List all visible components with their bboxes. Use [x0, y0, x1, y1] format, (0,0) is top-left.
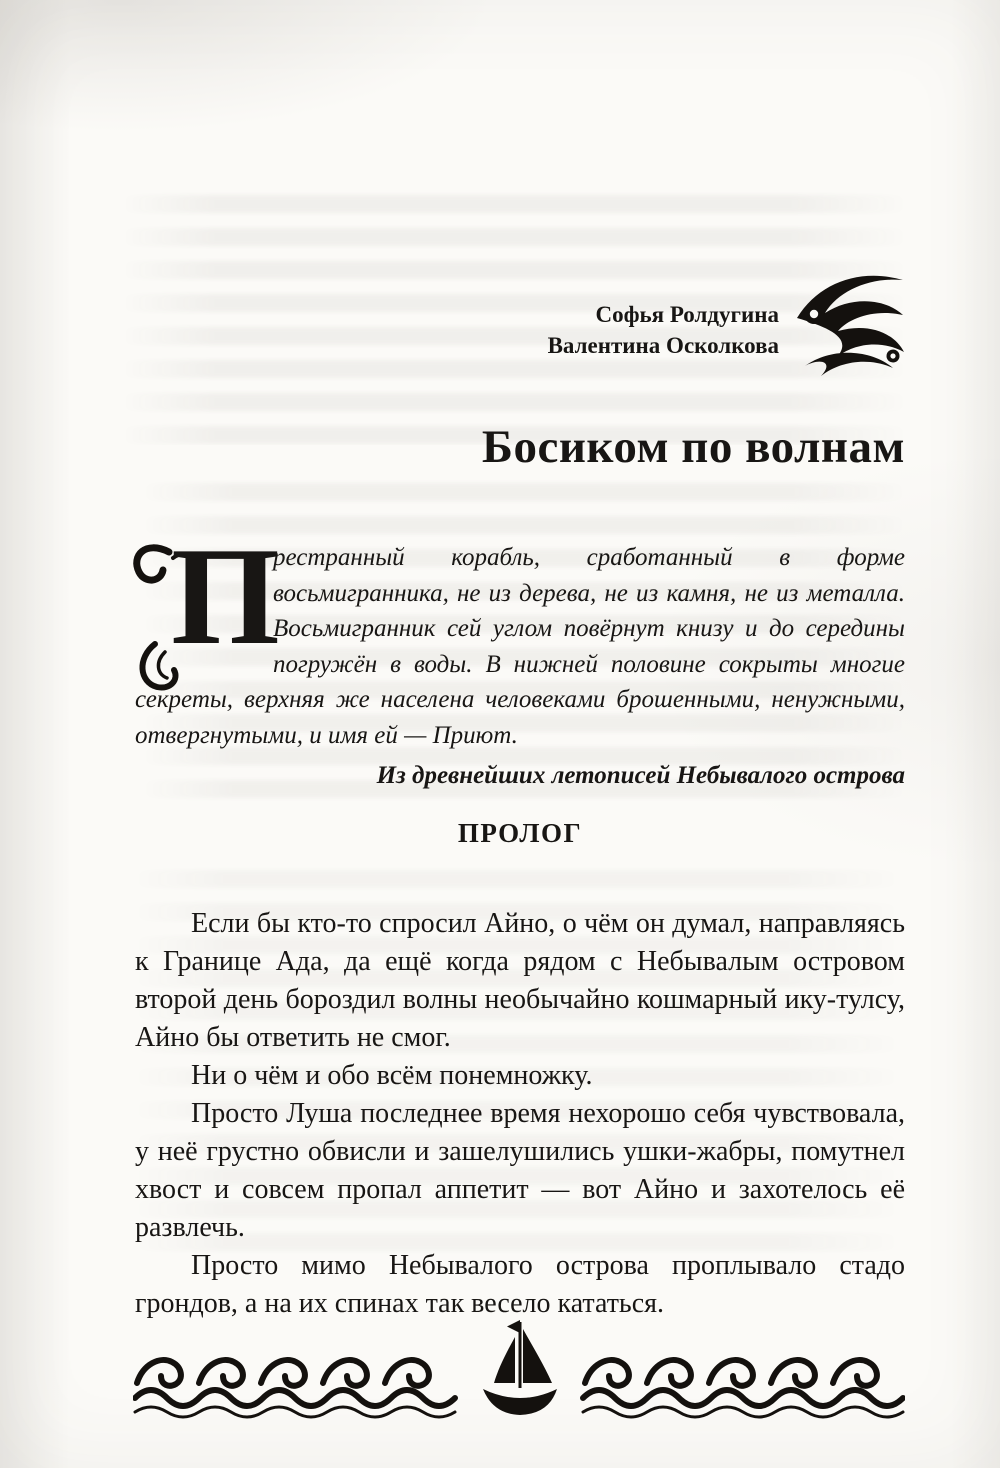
body-text [135, 905, 905, 1323]
epigraph-text: рестранный корабль, сработанный в форме восьмигранника, не из дерева, не из камня, не из металла. Восьмигранник сей углом повёрнут книзу и до середины погружён в воды. В нижней половине сокрыты многие секреты, верхняя же населена человеками брошенными, ненужными, отвергнутыми, и имя ей — Приют. [135, 544, 905, 749]
author-name: Софья Ролдугина [595, 302, 779, 327]
body-paragraph: Если бы кто-то спросил Айно, о чём он думал, направляясь к Границе Ада, да ещё когда рядом с Небывалым островом второй день бороздил волны необычайно кошмарный ику-тулсу, Айно бы ответить не смог. [135, 908, 905, 1053]
body-paragraph: Просто Луша последнее время нехорошо себя чувствовала, у неё грустно обвисли и зашелушились ушки-жабры, помутнел хвост и совсем пропал аппетит — вот Айно и захотелось её развлечь. [135, 1098, 905, 1243]
sailboat-waves-icon [133, 1316, 905, 1424]
epigraph-attribution: Из древнейших летописей Небывалого острова [376, 762, 905, 789]
body-paragraph: Ни о чём и обо всём понемножку. [191, 1060, 593, 1091]
author-names [548, 299, 779, 361]
author-block [548, 268, 907, 392]
dropcap [135, 519, 280, 674]
book-title: Босиком по волнам [481, 421, 905, 473]
body-paragraph: Просто мимо Небывалого острова проплывало стадо грондов, а на их спинах так весело кататься. [135, 1250, 905, 1319]
epigraph [135, 519, 905, 794]
author-name: Валентина Осколкова [547, 333, 779, 358]
chapter-heading: ПРОЛОГ [457, 818, 583, 848]
dropcap-letter: П [171, 519, 280, 674]
sailboat-icon [483, 1320, 557, 1415]
wave-splash-icon [793, 268, 907, 392]
footer-ornament [133, 1316, 905, 1424]
